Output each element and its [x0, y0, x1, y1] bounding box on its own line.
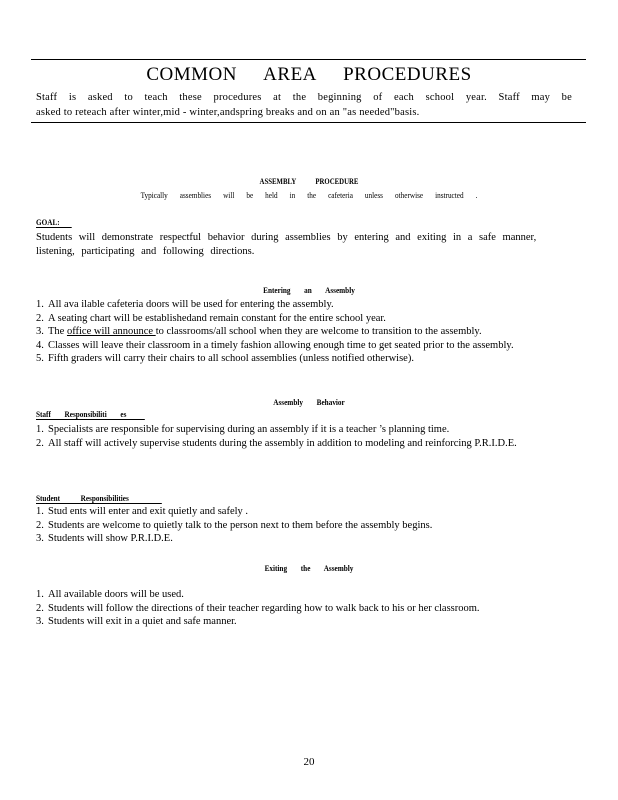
list-item-text: Students will exit in a quiet and safe manner. — [48, 616, 237, 627]
student-list — [36, 505, 546, 546]
staff-responsibilities-label: Staff Responsibiliti es — [36, 409, 145, 420]
list-item — [36, 602, 556, 616]
list-item-text: A seating chart will be establishedand remain constant for the entire school year. — [48, 312, 386, 324]
list-item-number: 2. — [36, 312, 44, 324]
list-item-number: 2. — [36, 602, 44, 614]
assembly-title: ASSEMBLY PROCEDURE — [259, 176, 359, 186]
list-item — [36, 325, 551, 339]
goal-label: GOAL: — [36, 217, 72, 228]
intro-line-1: Staff is asked to teach these procedures at the beginning of each school year. Staff may be — [36, 92, 572, 103]
list-item — [36, 505, 546, 519]
list-item — [36, 312, 551, 326]
list-item-number: 4. — [36, 339, 44, 351]
intro-paragraph — [36, 90, 572, 120]
list-item-number: 5. — [36, 353, 44, 364]
exiting-title: Exiting the Assembly — [264, 563, 354, 573]
list-item — [36, 423, 546, 437]
assembly-subtitle: Typically assemblies will be held in the cafeteria unless otherwise instructed . — [140, 190, 478, 200]
list-item — [36, 339, 551, 353]
exiting-list — [36, 588, 556, 629]
entering-list — [36, 298, 551, 366]
behavior-title: Assembly Behavior — [273, 397, 345, 407]
list-item — [36, 519, 546, 533]
entering-title: Entering an Assembly — [263, 285, 355, 295]
list-item-text: Students will show P.R.I.D.E. — [48, 533, 173, 544]
top-rule — [31, 59, 586, 60]
list-item-underlined-text: office will announce — [66, 326, 156, 337]
staff-list — [36, 423, 546, 450]
list-item — [36, 352, 551, 366]
list-item-text: All ava ilable cafeteria doors will be used for entering the assembly. — [48, 299, 334, 310]
list-item-text: All staff will actively supervise students during the assembly in addition to modeling and reinforcing P.R.I.D.E. — [48, 437, 517, 449]
list-item-number: 2. — [36, 437, 44, 449]
goal-text: Students will demonstrate respectful behavior during assemblies by entering and exiting in a safe manner, listening, participating and following directions. — [36, 232, 537, 257]
list-item-number: 2. — [36, 519, 44, 531]
list-item-number: 1. — [36, 506, 44, 517]
page-title: COMMON AREA PROCEDURES — [146, 64, 472, 85]
list-item — [36, 437, 546, 451]
list-item-text: to classrooms/all school when they are welcome to transition to the assembly. — [155, 326, 482, 337]
list-item-text: Stud ents will enter and exit quietly and safely . — [48, 506, 249, 517]
list-item-text: The — [48, 326, 67, 337]
list-item-text: Classes will leave their classroom in a timely fashion allowing enough time to get seated prior to the assembly. — [48, 339, 514, 351]
list-item — [36, 588, 556, 602]
list-item — [36, 532, 546, 546]
list-item-number: 3. — [36, 326, 44, 337]
list-item-number: 3. — [36, 533, 44, 544]
list-item-number: 3. — [36, 616, 44, 627]
list-item-text: All available doors will be used. — [48, 589, 184, 600]
list-item — [36, 298, 551, 312]
student-responsibilities-label: Student Responsibilities — [36, 493, 162, 504]
list-item-text: Students are welcome to quietly talk to the person next to them before the assembly begins. — [48, 519, 433, 531]
list-item-number: 1. — [36, 424, 44, 435]
list-item-text: Specialists are responsible for supervising during an assembly if it is a teacher ’s planning time. — [48, 424, 450, 435]
list-item — [36, 615, 556, 629]
list-item-text: Fifth graders will carry their chairs to all school assemblies (unless notified otherwise). — [48, 353, 414, 364]
list-item-number: 1. — [36, 299, 44, 310]
header-bottom-rule — [31, 122, 586, 123]
intro-line-2: asked to reteach after winter,mid - winter,andspring breaks and on an "as needed"basis. — [36, 107, 420, 118]
list-item-number: 1. — [36, 589, 44, 600]
page-number: 20 — [303, 756, 315, 768]
list-item-text: Students will follow the directions of their teacher regarding how to walk back to his or her classroom. — [48, 602, 480, 614]
